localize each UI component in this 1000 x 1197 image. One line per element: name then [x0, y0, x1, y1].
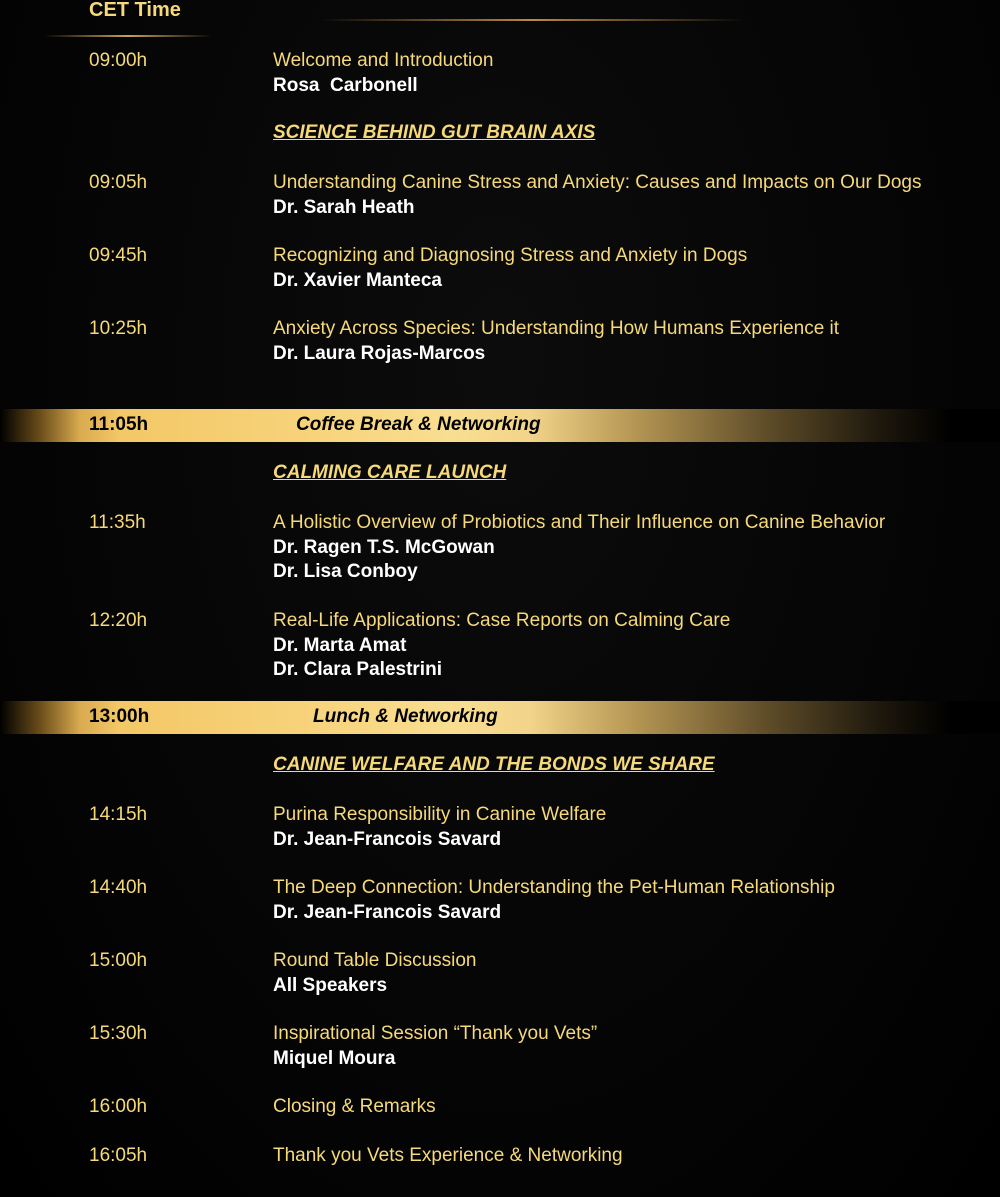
session-title: Round Table Discussion	[273, 950, 477, 971]
break-label: Lunch & Networking	[313, 706, 498, 727]
session-speaker: Dr. Xavier Manteca	[273, 269, 442, 291]
session-speaker: Dr. Sarah Heath	[273, 196, 415, 218]
session-title: Thank you Vets Experience & Networking	[273, 1145, 623, 1166]
session-content	[273, 1022, 597, 1071]
session-time: 10:25h	[89, 318, 148, 339]
session-content	[273, 317, 839, 366]
session-speaker: Dr. Jean-Francois Savard	[273, 901, 502, 923]
session-speaker: Dr. Marta Amat	[273, 634, 407, 656]
session-time: 14:40h	[89, 877, 148, 898]
session-time: 09:05h	[89, 172, 148, 193]
session-time: 16:05h	[89, 1145, 148, 1166]
session-content	[273, 949, 477, 998]
session-content	[273, 511, 885, 585]
session-speaker: Dr. Laura Rojas-Marcos	[273, 342, 486, 364]
session-speaker: Dr. Lisa Conboy	[273, 561, 418, 582]
break-time: 13:00h	[89, 706, 150, 727]
session-title: Anxiety Across Species: Understanding How Humans Experience it	[273, 318, 840, 339]
session-content	[273, 171, 921, 220]
section-heading: SCIENCE BEHIND GUT BRAIN AXIS	[273, 122, 596, 143]
session-title: A Holistic Overview of Probiotics and Their Influence on Canine Behavior	[273, 512, 886, 533]
session-content	[273, 1144, 623, 1169]
session-speaker: All Speakers	[273, 974, 388, 996]
header-divider-right	[320, 19, 745, 21]
section-heading: CALMING CARE LAUNCH	[273, 462, 507, 483]
section-heading: CANINE WELFARE AND THE BONDS WE SHARE	[273, 754, 715, 775]
session-title: Purina Responsibility in Canine Welfare	[273, 804, 607, 825]
session-title: The Deep Connection: Understanding the Pet-Human Relationship	[273, 877, 835, 898]
session-content	[273, 609, 730, 683]
session-time: 09:45h	[89, 245, 148, 266]
session-content	[273, 1095, 436, 1120]
session-time: 15:30h	[89, 1023, 148, 1044]
break-band	[0, 409, 1000, 442]
session-content	[273, 244, 747, 293]
session-speaker: Dr. Jean-Francois Savard	[273, 828, 502, 850]
break-time: 11:05h	[89, 414, 149, 435]
session-content	[273, 49, 493, 98]
session-time: 12:20h	[89, 610, 148, 631]
session-time: 11:35h	[89, 512, 146, 533]
session-title: Recognizing and Diagnosing Stress and Anxiety in Dogs	[273, 245, 748, 266]
session-title: Closing & Remarks	[273, 1096, 436, 1117]
session-title: Real-Life Applications: Case Reports on Calming Care	[273, 610, 731, 631]
break-label: Coffee Break & Networking	[296, 414, 541, 435]
session-speaker: Miquel Moura	[273, 1047, 396, 1069]
session-title: Welcome and Introduction	[273, 50, 494, 71]
session-title: Inspirational Session “Thank you Vets”	[273, 1023, 598, 1044]
session-time: 14:15h	[89, 804, 148, 825]
session-time: 16:00h	[89, 1096, 148, 1117]
session-speaker: Dr. Clara Palestrini	[273, 659, 442, 680]
session-speaker: Dr. Ragen T.S. McGowan	[273, 536, 495, 558]
break-band	[0, 701, 1000, 734]
session-time: 15:00h	[89, 950, 148, 971]
session-content	[273, 876, 835, 925]
session-time: 09:00h	[89, 50, 148, 71]
session-title: Understanding Canine Stress and Anxiety: Causes and Impacts on Our Dogs	[273, 172, 922, 193]
header-label: CET Time	[89, 0, 181, 21]
header-divider-left	[44, 35, 212, 37]
session-content	[273, 803, 606, 852]
session-speaker: Rosa Carbonell	[273, 74, 418, 96]
